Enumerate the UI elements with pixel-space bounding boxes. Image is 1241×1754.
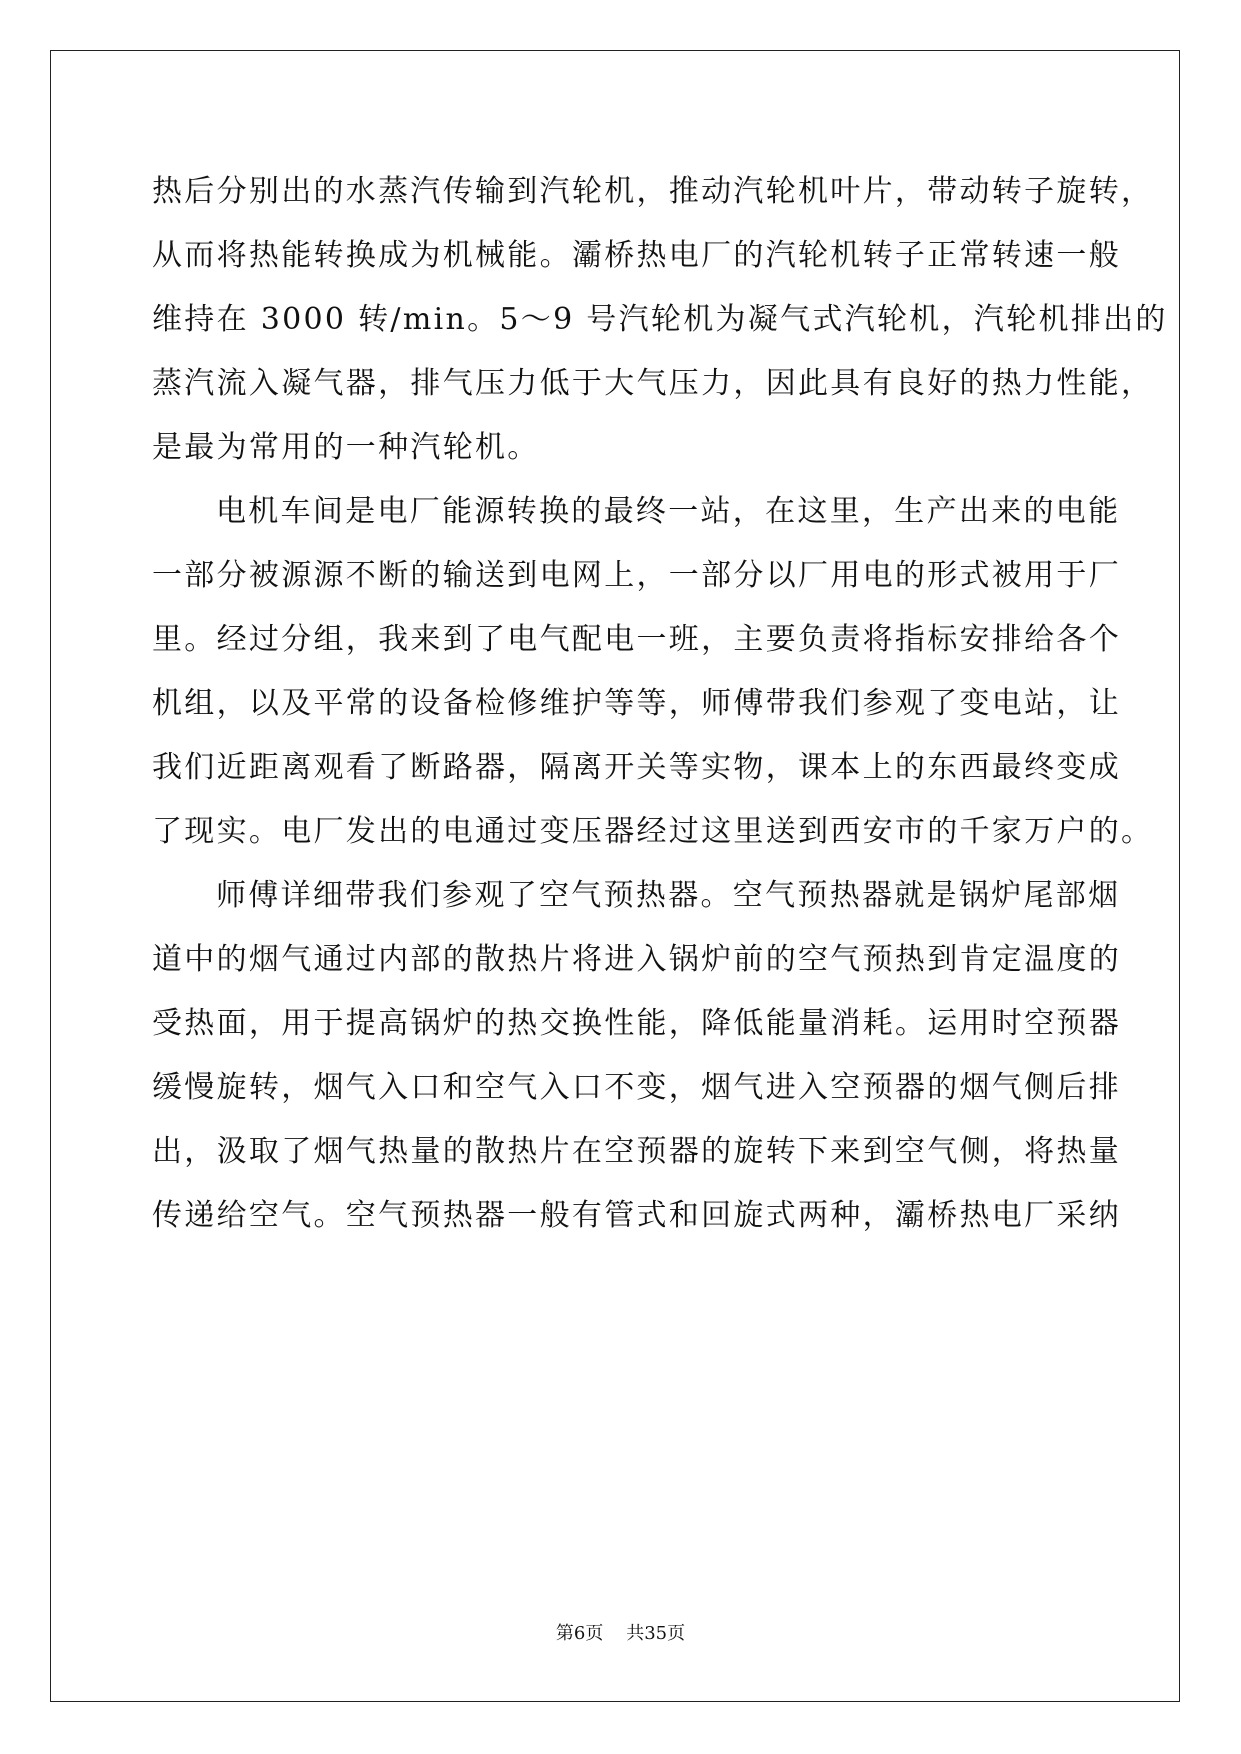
text-line: 维持在 3000 转/min。5～9 号汽轮机为凝气式汽轮机，汽轮机排出的 [152,302,1168,337]
text-line: 传递给空气。空气预热器一般有管式和回旋式两种，灞桥热电厂采纳 [152,1198,1121,1233]
text-line: 蒸汽流入凝气器，排气压力低于大气压力，因此具有良好的热力性能， [152,366,1154,401]
paragraph-start-line: 电机车间是电厂能源转换的最终一站，在这里，生产出来的电能 [216,494,1121,529]
total-pages: 35 [644,1623,668,1644]
text-line: 热后分别出的水蒸汽传输到汽轮机，推动汽轮机叶片，带动转子旋转， [152,174,1154,209]
paragraph-start-line: 师傅详细带我们参观了空气预热器。空气预热器就是锅炉尾部烟 [216,878,1121,913]
text-line: 机组，以及平常的设备检修维护等等，师傅带我们参观了变电站，让 [152,686,1121,721]
text-line: 缓慢旋转，烟气入口和空气入口不变，烟气进入空预器的烟气侧后排 [152,1070,1121,1105]
text-line: 是最为常用的一种汽轮机。 [152,430,540,465]
text-line: 了现实。电厂发出的电通过变压器经过这里送到西安市的千家万户的。 [152,814,1154,849]
text-line: 道中的烟气通过内部的散热片将进入锅炉前的空气预热到肯定温度的 [152,942,1121,977]
text-line: 从而将热能转换成为机械能。灞桥热电厂的汽轮机转子正常转速一般 [152,238,1121,273]
page-suffix: 页 [585,1623,604,1644]
text-line: 里。经过分组，我来到了电气配电一班，主要负责将指标安排给各个 [152,622,1121,657]
total-suffix: 页 [667,1623,686,1644]
body-text [152,160,1168,1248]
page-number: 6 [573,1623,586,1644]
text-line: 受热面，用于提高锅炉的热交换性能，降低能量消耗。运用时空预器 [152,1006,1121,1041]
page-footer [0,1622,1241,1646]
page-prefix: 第 [555,1623,574,1644]
total-prefix: 共 [626,1623,645,1644]
text-line: 出，汲取了烟气热量的散热片在空预器的旋转下来到空气侧，将热量 [152,1134,1121,1169]
text-line: 我们近距离观看了断路器，隔离开关等实物，课本上的东西最终变成 [152,750,1121,785]
text-line: 一部分被源源不断的输送到电网上，一部分以厂用电的形式被用于厂 [152,558,1121,593]
